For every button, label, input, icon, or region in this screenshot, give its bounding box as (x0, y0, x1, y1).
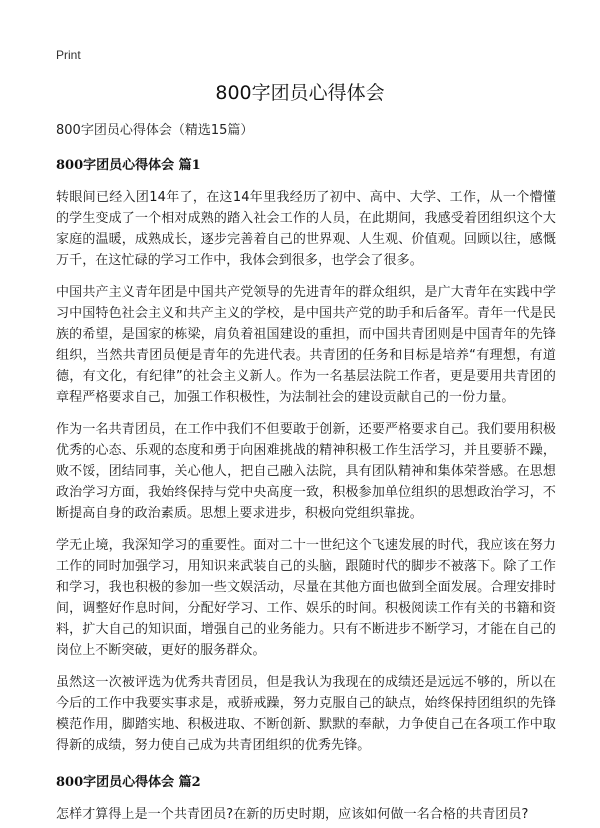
paragraph: 怎样才算得上是一个共青团员?在新的历史时期，应该如何做一名合格的共青团员? (56, 807, 529, 822)
document-body (56, 122, 556, 825)
section-heading: 800字团员心得体会 篇1 (56, 158, 201, 173)
section-1 (56, 157, 556, 756)
paragraph: 虽然这一次被评选为优秀共青团员，但是我认为我现在的成绩还是远远不够的，所以在今后的工作中我要实事求是，戒骄戒躁，努力克服自己的缺点，始终保持团组织的先锋模范作用，脚踏实地、积极进取、不断创新、默默的奉献，力争使自己在各项工作中取得新的成绩，努力使自己成为共青团组织的优秀先锋。 (56, 675, 556, 753)
document-title: 800字团员心得体会 (215, 82, 385, 104)
section-heading: 800字团员心得体会 篇2 (56, 775, 201, 790)
paragraph: 学无止境，我深知学习的重要性。面对二十一世纪这个飞速发展的时代，我应该在努力工作的同时加强学习，用知识来武装自己的头脑，跟随时代的脚步不被落下。除了工作和学习，我也积极的参加一些文娱活动，尽量在其他方面也做到全面发展。合理安排时间，调整好作息时间，分配好学习、工作、娱乐的时间。积极阅读工作有关的书籍和资料，扩大自己的知识面，增强自己的业务能力。只有不断进步不断学习，才能在自己的岗位上不断突破，更好的服务群众。 (56, 538, 556, 658)
section-2 (56, 774, 556, 825)
paragraph: 转眼间已经入团14年了，在这14年里我经历了初中、高中、大学、工作，从一个懵懂的学生变成了一个相对成熟的踏入社会工作的人员，在此期间，我感受着团组织这个大家庭的温暖，成熟成长，逐步完善着自己的世界观、人生观、价值观。回顾以往，感慨万千，在这忙碌的学习工作中，我体会到很多，也学会了很多。 (56, 190, 556, 268)
paragraph: 中国共产主义青年团是中国共产党领导的先进青年的群众组织，是广大青年在实践中学习中国特色社会主义和共产主义的学校，是中国共产党的助手和后备军。青年一代是民族的希望，是国家的栋梁，肩负着祖国建设的重担，而中国共青团则是中国青年的先锋组织，当然共青团员便是青年的先进代表。共青团的任务和目标是培养“有理想，有道德，有文化，有纪律”的社会主义新人。作为一名基层法院工作者，更是要用共青团的章程严格要求自己，加强工作积极性，为法制社会的建设贡献自己的一份力量。 (56, 285, 556, 405)
document-subtitle: 800字团员心得体会（精选15篇） (56, 123, 254, 138)
paragraph: 作为一名共青团员，在工作中我们不但要敢于创新，还要严格要求自己。我们要用积极优秀的心态、乐观的态度和勇于向困难挑战的精神积极工作生活学习，并且要骄不躁，败不馁，团结同事，关心他人，把自己融入法院，具有团队精神和集体荣誉感。在思想政治学习方面，我始终保持与党中央高度一致，积极参加单位组织的思想政治学习，不断提高自身的政治素质。思想上要求进步，积极向党组织靠拢。 (56, 422, 556, 521)
print-label[interactable]: Print (56, 48, 81, 62)
